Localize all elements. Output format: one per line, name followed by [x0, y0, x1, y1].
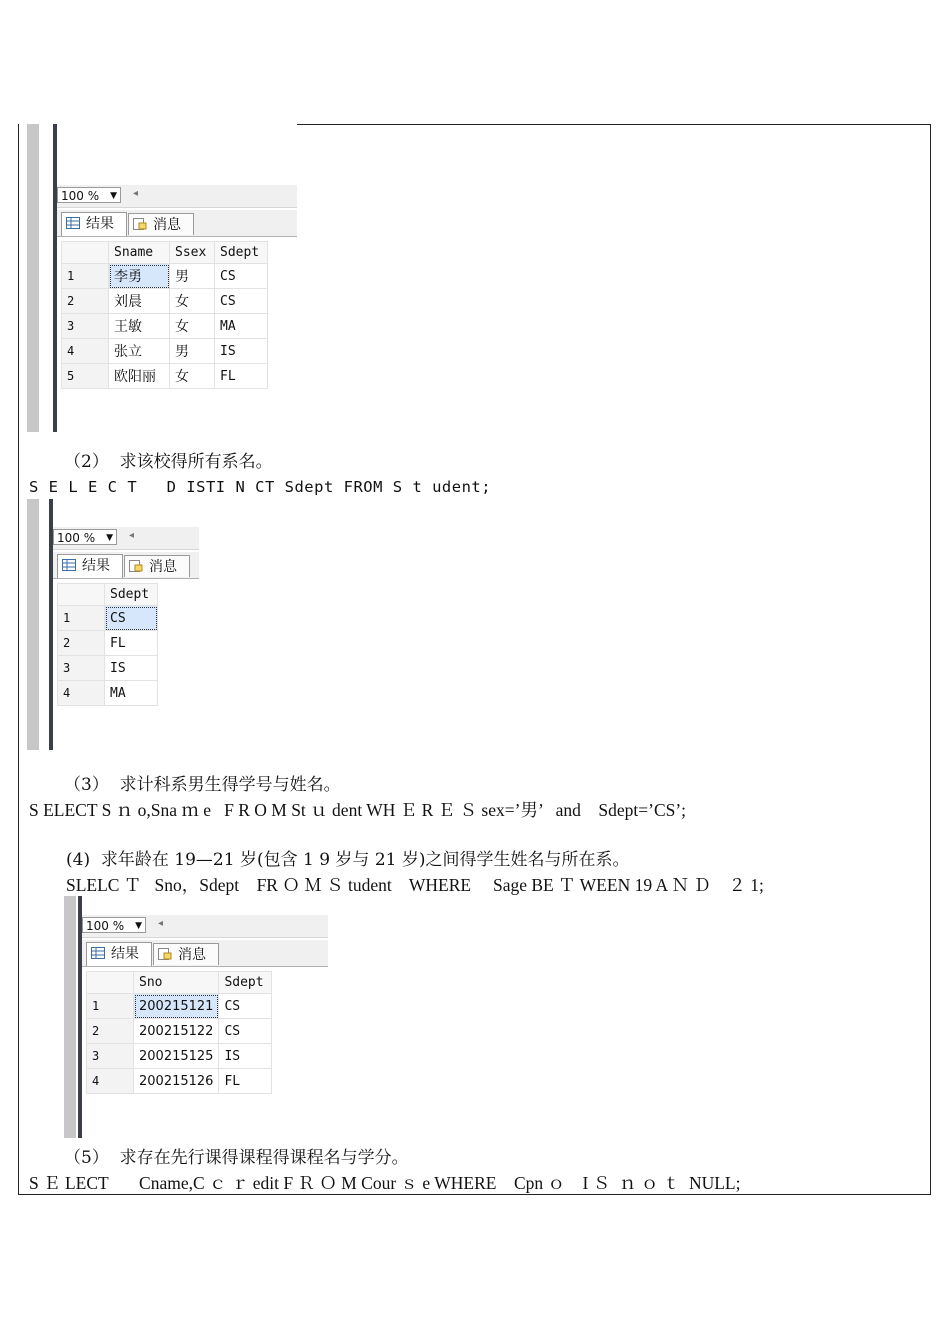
results-tabs [57, 210, 297, 237]
cell[interactable]: FL [219, 1069, 272, 1094]
result-grid-3 [86, 971, 272, 1094]
table-row[interactable] [87, 1044, 272, 1069]
table-row[interactable] [58, 656, 158, 681]
table-row[interactable] [62, 289, 268, 314]
column-header[interactable]: Sdept [219, 972, 272, 994]
table-row[interactable] [87, 1019, 272, 1044]
tab-messages[interactable]: 消息 [128, 213, 194, 235]
row-number[interactable]: 4 [62, 339, 109, 364]
table-row[interactable] [62, 364, 268, 389]
header-row [58, 584, 158, 606]
q5-heading: （5） 求存在先行课得课程得课程名与学分。 [64, 1148, 409, 1168]
cell[interactable]: 张立 [109, 339, 170, 364]
cell[interactable]: FL [215, 364, 268, 389]
q4-sql: SLELC Ｔ Sno，Sdept FR Ｏ Ｍ Ｓ tudent WHERE Sage BE Ｔ WEEN 19 A Ｎ Ｄ ２ 1; [66, 875, 764, 895]
row-number[interactable]: 1 [62, 264, 109, 289]
cell[interactable]: 李勇 [109, 264, 170, 289]
q3-sql: S ELECT S ｎ o,Sna ｍ e F R O M St ｕ dent WH Ｅ R Ｅ Ｓ sex=’男’ and Sdept=’CS’; [29, 800, 687, 820]
zoom-toolbar [53, 527, 199, 550]
row-number[interactable]: 4 [58, 681, 105, 706]
table-row[interactable] [87, 994, 272, 1019]
tab-results[interactable]: 结果 [57, 554, 123, 578]
zoom-toolbar [82, 915, 328, 938]
cell[interactable]: IS [105, 656, 158, 681]
corner-cell[interactable] [87, 972, 134, 994]
zoom-toolbar [57, 185, 297, 208]
table-row[interactable] [58, 631, 158, 656]
results-tabs [82, 940, 328, 967]
tab-results[interactable]: 结果 [61, 212, 127, 236]
cell[interactable]: MA [215, 314, 268, 339]
cell[interactable]: MA [105, 681, 158, 706]
row-number[interactable]: 2 [62, 289, 109, 314]
editor-scrollbar[interactable] [64, 896, 76, 1138]
cell[interactable]: 男 [170, 264, 215, 289]
table-row[interactable] [58, 606, 158, 631]
q4-heading: (4) 求年龄在 19—21 岁(包含 1 9 岁与 21 岁)之间得学生姓名与所在系。 [66, 850, 630, 870]
chevron-down-icon: ▼ [135, 921, 142, 931]
zoom-select[interactable]: 100 % ▼ [82, 917, 146, 933]
zoom-select[interactable]: 100 % ▼ [53, 529, 117, 545]
q2-sql: S E L E C T D ISTI N CT Sdept FROM S t udent; [29, 478, 492, 496]
result-panel-2 [27, 499, 199, 750]
editor-scrollbar[interactable] [27, 499, 39, 750]
panel-splitter[interactable] [53, 124, 57, 432]
cell[interactable]: CS [219, 994, 272, 1019]
header-row [87, 972, 272, 994]
table-row[interactable] [62, 339, 268, 364]
q3-heading: （3） 求计科系男生得学号与姓名。 [64, 775, 341, 795]
cell[interactable]: 王敏 [109, 314, 170, 339]
row-number[interactable]: 1 [87, 994, 134, 1019]
cell[interactable]: 200215121 [134, 994, 219, 1019]
q2-heading: （2） 求该校得所有系名。 [64, 452, 273, 472]
cell[interactable]: 200215126 [134, 1069, 219, 1094]
cell[interactable]: 女 [170, 364, 215, 389]
row-number[interactable]: 4 [87, 1069, 134, 1094]
table-row[interactable] [87, 1069, 272, 1094]
corner-cell[interactable] [62, 242, 109, 264]
grid-icon [91, 947, 105, 959]
header-row [62, 242, 268, 264]
cell[interactable]: 欧阳丽 [109, 364, 170, 389]
row-number[interactable]: 3 [87, 1044, 134, 1069]
editor-scrollbar[interactable] [27, 124, 39, 432]
results-tabs [53, 552, 199, 579]
result-panel-1 [27, 124, 297, 432]
scroll-left-icon[interactable]: ◂ [133, 188, 139, 199]
tab-messages[interactable]: 消息 [153, 943, 219, 965]
chevron-down-icon: ▼ [110, 191, 117, 201]
q5-sql: S Ｅ LECT Cname,C ｃ ｒ edit F Ｒ Ｏ M Cour ｓ e WHERE Cpn ｏ I Ｓ ｎ ｏ ｔ NULL; [29, 1173, 741, 1193]
row-number[interactable]: 1 [58, 606, 105, 631]
tab-results[interactable]: 结果 [86, 942, 152, 966]
column-header[interactable]: Sdept [105, 584, 158, 606]
zoom-select[interactable]: 100 % ▼ [57, 187, 121, 203]
row-number[interactable]: 5 [62, 364, 109, 389]
cell[interactable]: 200215125 [134, 1044, 219, 1069]
cell[interactable]: CS [219, 1019, 272, 1044]
table-row[interactable] [58, 681, 158, 706]
row-number[interactable]: 3 [62, 314, 109, 339]
tab-messages[interactable]: 消息 [124, 555, 190, 577]
result-grid-1 [61, 241, 268, 389]
grid-icon [62, 559, 76, 571]
cell[interactable]: 女 [170, 314, 215, 339]
column-header[interactable]: Ssex [170, 242, 215, 264]
cell[interactable]: 刘晨 [109, 289, 170, 314]
cell[interactable]: IS [215, 339, 268, 364]
row-number[interactable]: 3 [58, 656, 105, 681]
table-row[interactable] [62, 264, 268, 289]
column-header[interactable]: Sname [109, 242, 170, 264]
row-number[interactable]: 2 [58, 631, 105, 656]
cell[interactable]: IS [219, 1044, 272, 1069]
message-icon [129, 560, 143, 572]
result-panel-3 [64, 896, 328, 1138]
column-header[interactable]: Sno [134, 972, 219, 994]
chevron-down-icon: ▼ [106, 533, 113, 543]
table-row[interactable] [62, 314, 268, 339]
cell[interactable]: CS [215, 289, 268, 314]
cell[interactable]: CS [215, 264, 268, 289]
column-header[interactable]: Sdept [215, 242, 268, 264]
message-icon [158, 948, 172, 960]
cell[interactable]: 200215122 [134, 1019, 219, 1044]
cell[interactable]: 女 [170, 289, 215, 314]
cell[interactable]: FL [105, 631, 158, 656]
cell[interactable]: 男 [170, 339, 215, 364]
corner-cell[interactable] [58, 584, 105, 606]
result-grid-2 [57, 583, 158, 706]
grid-icon [66, 217, 80, 229]
row-number[interactable]: 2 [87, 1019, 134, 1044]
cell[interactable]: CS [105, 606, 158, 631]
message-icon [133, 218, 147, 230]
scroll-left-icon[interactable]: ◂ [158, 918, 164, 929]
scroll-left-icon[interactable]: ◂ [129, 530, 135, 541]
